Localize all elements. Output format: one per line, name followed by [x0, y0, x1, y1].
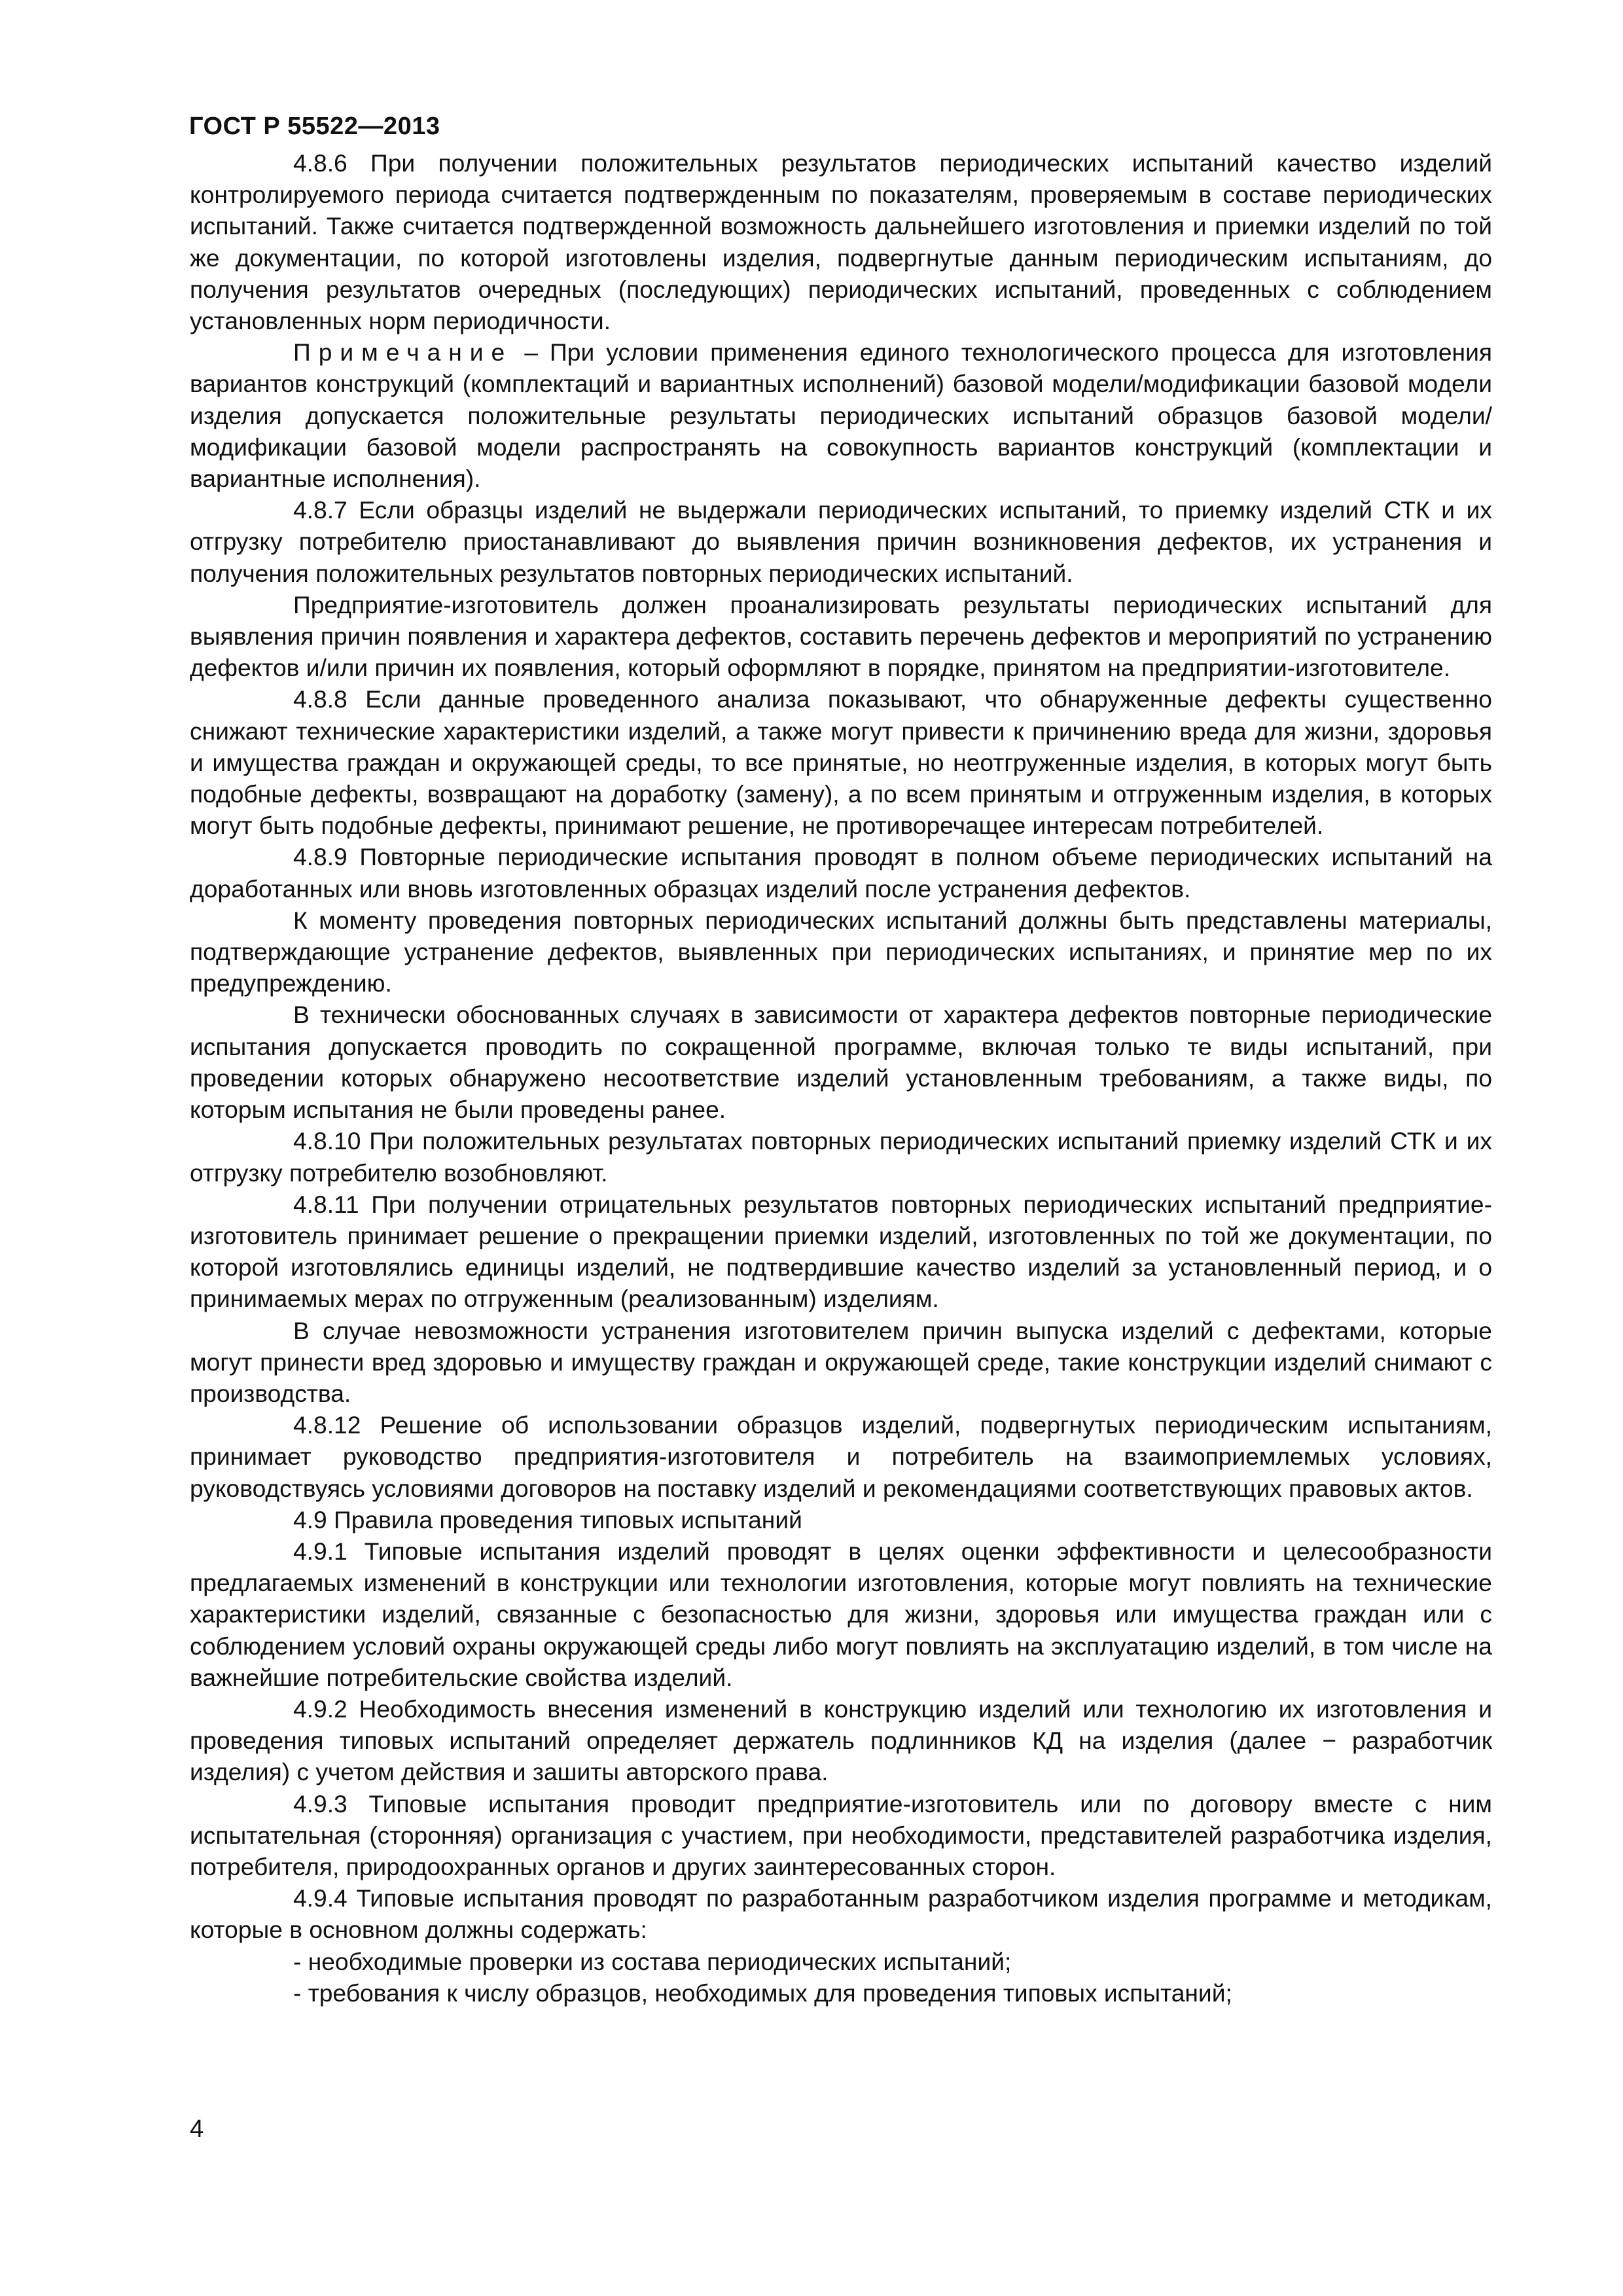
- paragraph-4-8-9: 4.8.9 Повторные периодические испытания проводят в полном объеме периодических испытаний на доработанных или вновь изготовленных образцах изделий после устранения дефектов.: [190, 843, 1492, 903]
- paragraph-4-9-1: 4.9.1 Типовые испытания изделий проводят в целях оценки эффективности и целесообразности предлагаемых изменений в конструкции или технологии изготовления, которые могут повлиять на технические характеристики изделий, связанные с безопасностью для жизни, здоровья или имущества граждан или с соблюдением условий охраны окружающей среды либо могут повлиять на эксплуатацию изделий, в том числе на важнейшие потребительские свойства изделий.: [190, 1537, 1492, 1691]
- list-item: - требования к числу образцов, необходимых для проведения типовых испытаний;: [293, 1979, 1232, 2007]
- note-paragraph: [190, 336, 1492, 494]
- note-text: – При условии применения единого технологического процесса для изготовления вариантов конструкций (комплектаций и вариантных исполнений) базовой модели/модификации базовой модели изделия допускается положительные результаты периодических испытаний образцов базовой модели/модификации базовой модели распространять на совокупность вариантов конструкций (комплектации и вариантные исполнения).: [190, 338, 1492, 493]
- paragraph-reduced-program: В технически обоснованных случаях в зависимости от характера дефектов повторные периодические испытания допускается проводить по сокращенной программе, включая только те виды испытаний, при проведении которых обнаружено несоответствие изделий установленным требованиям, а также виды, по которым испытания не были проведены ранее.: [190, 1001, 1492, 1124]
- paragraph-4-9-3: 4.9.3 Типовые испытания проводит предприятие-изготовитель или по договору вместе с ним испытательная (сторонняя) организация с участием, при необходимости, представителей разработчика изделия, потребителя, природоохранных органов и других заинтересованных сторон.: [190, 1789, 1492, 1880]
- paragraph-4-8-8: 4.8.8 Если данные проведенного анализа показывают, что обнаруженные дефекты существенно снижают технические характеристики изделий, а также могут привести к причинению вреда для жизни, здоровья и имущества граждан и окружающей среды, то все принятые, но неотгруженные изделия, в которых могут быть подобные дефекты, возвращают на доработку (замену), а по всем принятым и отгруженным изделия, в которых могут быть подобные дефекты, принимают решение, не противоречащее интересам потребителей.: [190, 685, 1492, 840]
- paragraph-4-8-6: 4.8.6 При получении положительных результатов периодических испытаний качество изделий контролируемого периода считается подтвержденным по показателям, проверяемым в составе периодических испытаний. Также считается подтвержденной возможность дальнейшего изготовления и приемки изделий по той же документации, по которой изготовлены изделия, подвергнутые данным периодическим испытаниям, до получения результатов очередных (последующих) периодических испытаний, проведенных с соблюдением установленных норм периодичности.: [190, 149, 1492, 335]
- paragraph-materials: К моменту проведения повторных периодических испытаний должны быть представлены материалы, подтверждающие устранение дефектов, выявленных при периодических испытаниях, и принятие мер по их предупреждению.: [190, 906, 1492, 997]
- paragraph-4-9-4: 4.9.4 Типовые испытания проводят по разработанным разработчиком изделия программе и методикам, которые в основном должны содержать:: [190, 1884, 1492, 1944]
- paragraph-4-8-11: 4.8.11 При получении отрицательных результатов повторных периодических испытаний предприятие-изготовитель принимает решение о прекращении приемки изделий, изготовленных по той же документации, по которой изготовлялись единицы изделий, не подтвердившие качество изделий за установленный период, и о принимаемых мерах по отгруженным (реализованным) изделиям.: [190, 1190, 1492, 1313]
- section-heading-4-9: 4.9 Правила проведения типовых испытаний: [293, 1505, 802, 1534]
- paragraph-4-8-7: 4.8.7 Если образцы изделий не выдержали периодических испытаний, то приемку изделий СТК и их отгрузку потребителю приостанавливают до выявления причин возникновения дефектов, их устранения и получения положительных результатов повторных периодических испытаний.: [190, 496, 1492, 587]
- document-body: [190, 147, 1492, 2009]
- list-item: - необходимые проверки из состава периодических испытаний;: [293, 1947, 1012, 1975]
- paragraph-analysis: Предприятие-изготовитель должен проанализировать результаты периодических испытаний для выявления причин появления и характера дефектов, составить перечень дефектов и мероприятий по устранению дефектов и/или причин их появления, который оформляют в порядке, принятом на предприятии-изготовителе.: [190, 590, 1492, 682]
- paragraph-4-8-12: 4.8.12 Решение об использовании образцов изделий, подвергнутых периодическим испытаниям, принимает руководство предприятия-изготовителя и потребитель на взаимоприемлемых условиях, руководствуясь условиями договоров на поставку изделий и рекомендациями соответствующих правовых актов.: [190, 1411, 1492, 1502]
- paragraph-4-8-10: 4.8.10 При положительных результатах повторных периодических испытаний приемку изделий СТК и их отгрузку потребителю возобновляют.: [190, 1127, 1492, 1187]
- note-label: Примечание: [293, 338, 513, 367]
- document-header: ГОСТ Р 55522—2013: [189, 113, 440, 140]
- page-number: 4: [190, 2115, 204, 2143]
- paragraph-4-9-2: 4.9.2 Необходимость внесения изменений в конструкцию изделий или технологию их изготовления и проведения типовых испытаний определяет держатель подлинников КД на изделия (далее − разработчик изделия) с учетом действия и зашиты авторского права.: [190, 1695, 1492, 1786]
- paragraph-production-removal: В случае невозможности устранения изготовителем причин выпуска изделий с дефектами, которые могут принести вред здоровью и имуществу граждан и окружающей среде, такие конструкции изделий снимают с производства.: [190, 1316, 1492, 1407]
